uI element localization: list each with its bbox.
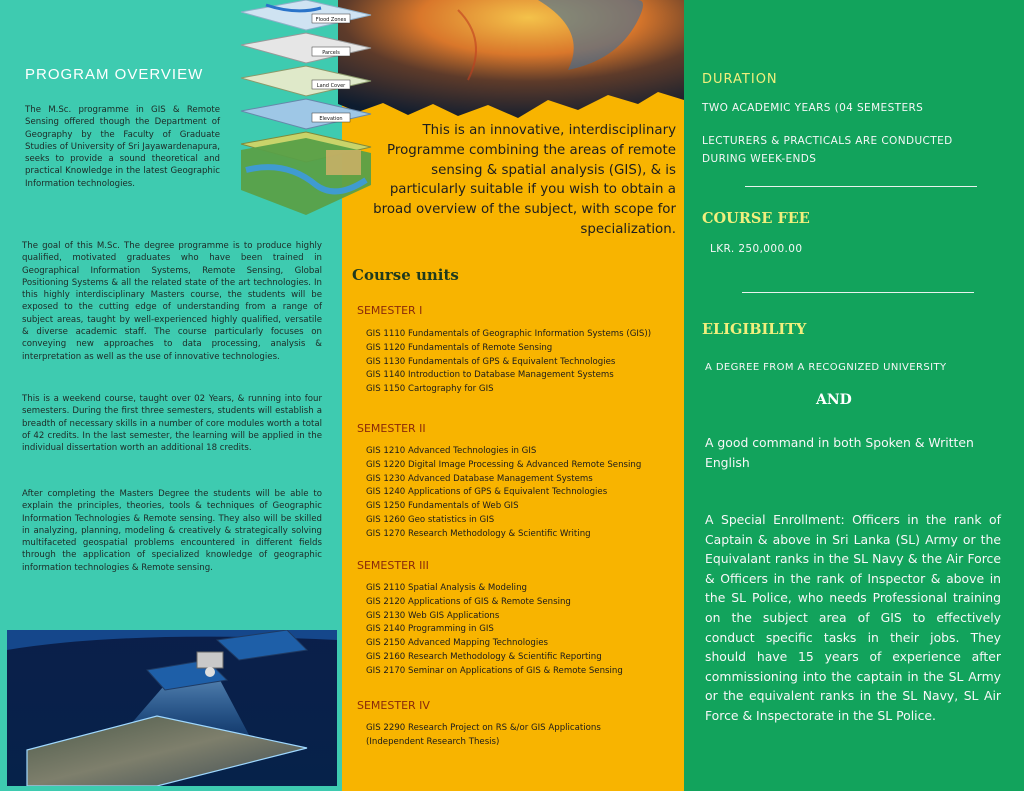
course-item: GIS 2160 Research Methodology & Scientific Reporting	[366, 651, 602, 662]
satellite-image	[7, 630, 337, 786]
duration-schedule-1: LECTURERS & PRACTICALS ARE CONDUCTED	[702, 135, 953, 147]
overview-paragraph-4: After completing the Masters Degree the students will be able to explain the principles, theories, tools & techniques of Geographic Information Technologies & Remote sensing. They also will be skilled in analyzing, planning, modeling & creatively & strategically solving multifaceted geospatial problems encountered in different fields through the application of specialized knowledge of geographic information technologies & Remote sensing.	[22, 489, 322, 573]
course-item: (Independent Research Thesis)	[366, 736, 500, 747]
course-item: GIS 1230 Advanced Database Management Systems	[366, 473, 593, 484]
course-item: GIS 1130 Fundamentals of GPS & Equivalent Technologies	[366, 356, 616, 367]
course-item: GIS 1150 Cartography for GIS	[366, 384, 494, 395]
duration-title: DURATION	[702, 72, 778, 87]
course-item: GIS 1250 Fundamentals of Web GIS	[366, 501, 519, 512]
eligibility-special-enrollment: A Special Enrollment: Officers in the rank of Captain & above in Sri Lanka (SL) Army or the Equivalant ranks in the SL Navy & the Air Force & Officers in the rank of Inspector & above in the SL Police, who needs Professional training on the subject area of GIS to effectively conduct specific tasks in their jobs. They should have 15 years of experience after commissioning into the captain in the SL Army or the equivalent ranks in the SL Navy, SL Air Force & Inspectorate in the SL Police.	[705, 512, 1001, 723]
course-item: GIS 1110 Fundamentals of Geographic Information Systems (GIS))	[366, 329, 652, 339]
divider-1	[745, 186, 977, 187]
course-item: GIS 2110 Spatial Analysis & Modeling	[366, 583, 527, 593]
overview-paragraph-2: The goal of this M.Sc. The degree programme is to produce highly qualified, motivated graduates who have been trained in Geographical Information Systems, Remote Sensing, Global Positioning Systems & all the related state of the art technologies. In this highly interdisciplinary Masters course, the students will be exposed to the cutting edge of understanding from a range of subject areas, taught by well-experienced highly qualified, versatile & diverse academic staff. The course particularly focuses on conveying new approaches to data processing, analysis & interpretation as well as the use of innovative technologies.	[22, 241, 322, 362]
course-item: GIS 1140 Introduction to Database Management Systems	[366, 370, 614, 381]
eligibility-and: AND	[816, 392, 852, 408]
course-item: GIS 2150 Advanced Mapping Technologies	[366, 638, 548, 649]
course-fee-title: COURSE FEE	[702, 210, 810, 227]
duration-years: TWO ACADEMIC YEARS (04 SEMESTERS	[702, 102, 924, 114]
course-fee-value: LKR. 250,000.00	[710, 243, 803, 255]
duration-schedule-2: DURING WEEK-ENDS	[702, 153, 817, 165]
semester-1-title: SEMESTER I	[357, 304, 423, 317]
semester-3-courses	[366, 582, 623, 679]
eligibility-english: A good command in both Spoken & Written English	[705, 435, 974, 470]
course-item: GIS 1120 Fundamentals of Remote Sensing	[366, 342, 553, 353]
semester-2-title: SEMESTER II	[357, 422, 426, 435]
overview-paragraph-1: The M.Sc. programme in GIS & Remote Sensing offered though the Department of Geography by the Faculty of Graduate Studies of University of Sri Jayawardenapura, seeks to provide a sound theoretical and practical Knowledge in the latest Geographic Information technologies.	[25, 105, 220, 189]
layer-label-landcover: Land Cover	[316, 83, 346, 89]
course-item: GIS 1220 Digital Image Processing & Advanced Remote Sensing	[366, 459, 642, 470]
overview-paragraph-3: This is a weekend course, taught over 02 Years, & running into four semesters. During the first three semesters, students will establish a breadth of necessary skills in a number of core modules worth a total of 42 credits. In the last semester, the learning will be applied in the individual dissertation worth an additional 18 credits.	[22, 394, 322, 454]
eligibility-degree: A DEGREE FROM A RECOGNIZED UNIVERSITY	[705, 362, 947, 373]
semester-3-title: SEMESTER III	[357, 559, 429, 572]
semester-1-courses	[366, 328, 651, 397]
overview-title: PROGRAM OVERVIEW	[25, 66, 204, 83]
course-item: GIS 2140 Programming in GIS	[366, 624, 494, 635]
layer-label-flood: Flood Zones	[315, 17, 347, 23]
course-item: GIS 2170 Seminar on Applications of GIS & Remote Sensing	[366, 665, 623, 676]
semester-4-courses	[366, 722, 601, 750]
semester-2-courses	[366, 445, 641, 542]
layer-label-parcels: Parcels	[322, 50, 340, 56]
course-item: GIS 1210 Advanced Technologies in GIS	[366, 446, 537, 456]
course-item: GIS 1270 Research Methodology & Scientific Writing	[366, 528, 591, 539]
divider-2	[742, 292, 974, 293]
course-item: GIS 2120 Applications of GIS & Remote Sensing	[366, 596, 571, 607]
course-item: GIS 1260 Geo statistics in GIS	[366, 514, 495, 525]
course-units-title: Course units	[352, 266, 459, 284]
course-item: GIS 2290 Research Project on RS &/or GIS Applications	[366, 723, 601, 733]
layer-stack	[241, 0, 371, 215]
semester-4-title: SEMESTER IV	[357, 699, 430, 712]
course-item: GIS 1240 Applications of GPS & Equivalent Technologies	[366, 487, 608, 498]
course-item: GIS 2130 Web GIS Applications	[366, 610, 500, 621]
layer-label-elevation: Elevation	[319, 116, 343, 122]
program-intro: This is an innovative, interdisciplinary Programme combining the areas of remote sensing & spatial analysis (GIS), & is particularly suitable if you wish to obtain a broad overview of the subject, with scope for specialization.	[373, 123, 676, 237]
eligibility-title: ELIGIBILITY	[702, 321, 807, 338]
